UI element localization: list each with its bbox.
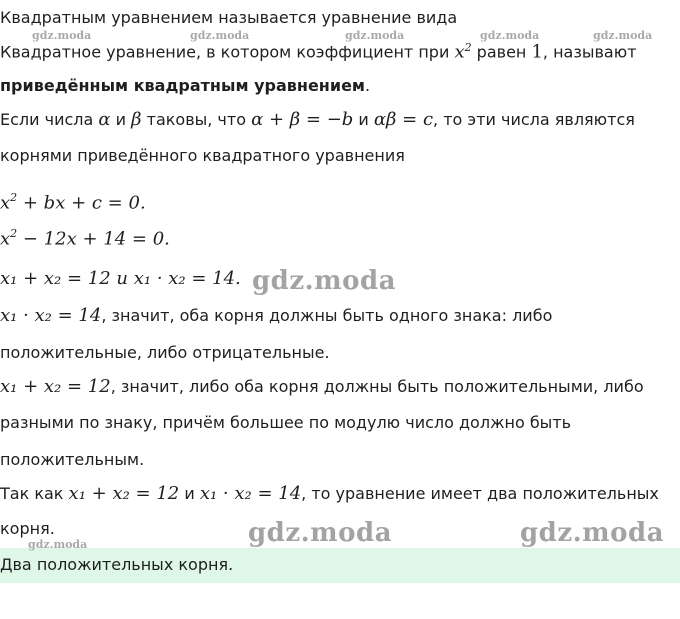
watermark-small: gdz.moda [480, 29, 540, 42]
text-line-sum-end: положительным. [0, 450, 145, 469]
watermark-large: gdz.moda [520, 518, 665, 548]
text-line-sum: x₁ + x₂ = 12, значит, либо оба корня должны быть положительными, либо [0, 376, 644, 397]
watermark-small: gdz.moda [345, 29, 405, 42]
text-line-product-cont: положительные, либо отрицательные. [0, 343, 330, 362]
watermark-large: gdz.moda [248, 518, 393, 548]
text-line-product: x₁ · x₂ = 14, значит, оба корня должны быть одного знака: либо [0, 305, 553, 326]
text-line-vieta: Если числа α и β таковы, что α + β = −b и αβ = c, то эти числа являются [0, 109, 635, 130]
answer-text: Два положительных корня. [0, 555, 234, 574]
equation-general: $x^2$ + bx + c = 0. [0, 191, 146, 214]
term-bold: приведённым квадратным уравнением [0, 76, 365, 95]
equation-vieta: x₁ + x₂ = 12 и x₁ · x₂ = 14. [0, 268, 241, 289]
text-line-roots: корнями приведённого квадратного уравнения [0, 146, 405, 165]
watermark-large: gdz.moda [252, 266, 397, 296]
answer-box [0, 548, 680, 583]
text-line-term: приведённым квадратным уравнением. [0, 76, 371, 95]
text-line-definition: Квадратным уравнением называется уравнение вида [0, 8, 458, 27]
text-line-sum-cont: разными по знаку, причём большее по модулю число должно быть [0, 413, 572, 432]
equation-specific: $x^2 - 12x + 14 = 0$. [0, 227, 170, 250]
watermark-small: gdz.moda [28, 538, 88, 551]
watermark-small: gdz.moda [190, 29, 250, 42]
watermark-small: gdz.moda [32, 29, 92, 42]
watermark-small: gdz.moda [593, 29, 653, 42]
text-line-conclusion: Так как x₁ + x₂ = 12 и x₁ · x₂ = 14, то уравнение имеет два положительных [0, 483, 659, 504]
text-line-reduced-definition: Квадратное уравнение, в котором коэффициент при $x^2$ равен 1, называют [0, 41, 637, 63]
text-line-conclusion-end: корня. [0, 519, 55, 538]
